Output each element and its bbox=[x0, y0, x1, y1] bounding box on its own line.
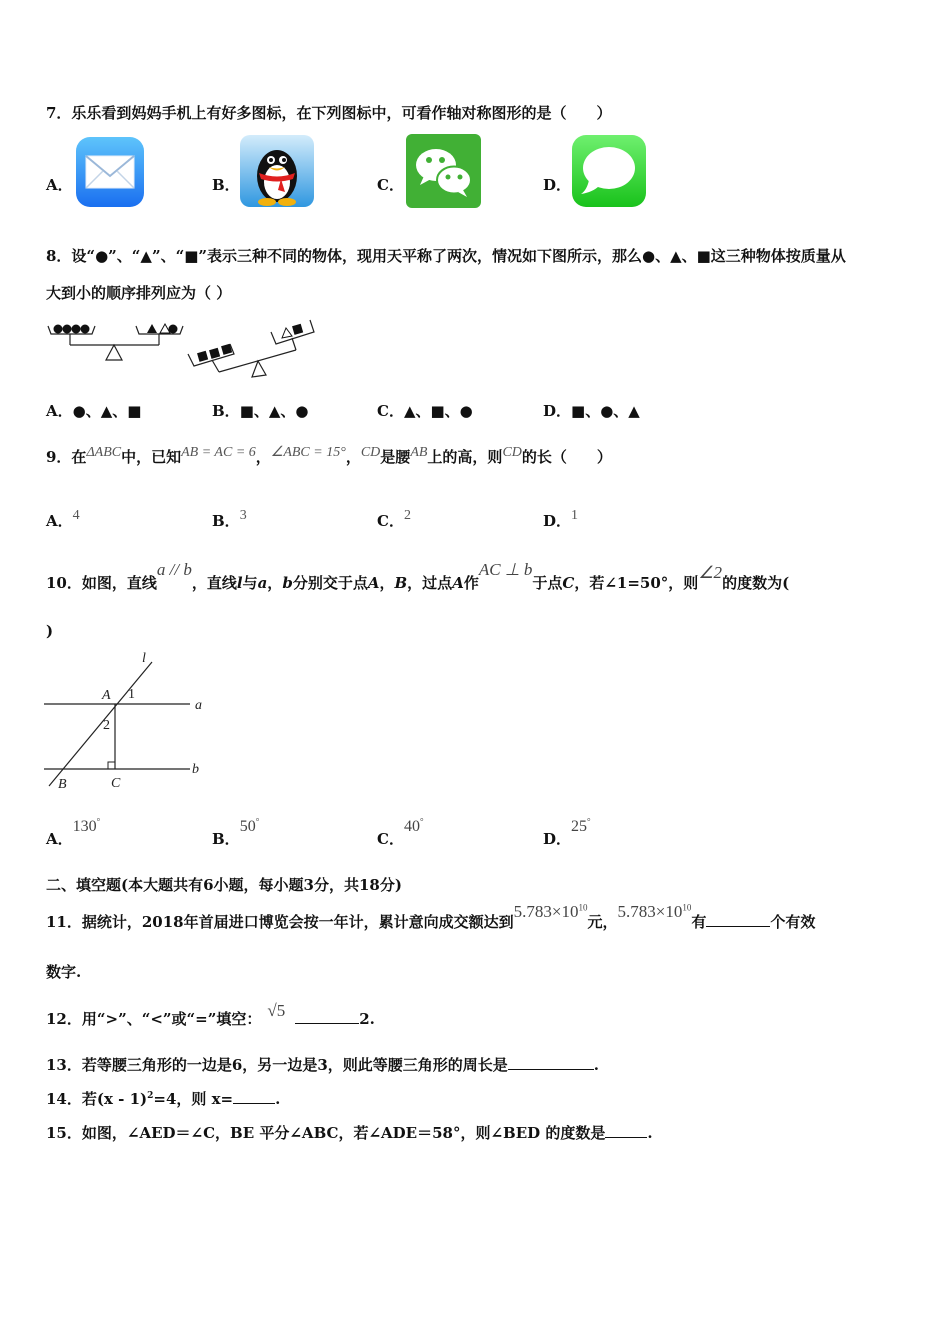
q9-option-b-value: 3 bbox=[239, 508, 247, 523]
qq-penguin-icon bbox=[239, 134, 315, 208]
question-10-text bbox=[46, 560, 790, 593]
q9-math: AB = AC = 6 bbox=[181, 445, 256, 460]
q9-part: ， bbox=[255, 448, 271, 466]
q8-option-b-label: B． bbox=[212, 402, 240, 420]
q15-part: 15．如图，∠AED＝∠C，BE 平分∠ABC，若∠ADE＝58°，则∠BED 的度数是 bbox=[46, 1124, 606, 1142]
q9-option-a-value: 4 bbox=[72, 508, 80, 523]
q10-option-a-number: 130 bbox=[72, 818, 97, 835]
q10-part: 10．如图，直线 bbox=[46, 574, 157, 592]
q10-option-c bbox=[377, 816, 424, 849]
question-9-text bbox=[46, 446, 612, 467]
section-2-title: 二、填空题(本大题共有6小题，每小题3分，共18分) bbox=[46, 876, 402, 894]
wechat-icon bbox=[406, 134, 481, 208]
q10-option-d-label: D． bbox=[543, 830, 572, 848]
question-10-line2: ) bbox=[46, 622, 54, 640]
q10-part: 分别交于点 bbox=[292, 574, 368, 592]
q10-part: ， bbox=[267, 574, 283, 592]
q8-option-a-label: A． bbox=[46, 402, 73, 420]
q10-option-d bbox=[543, 816, 591, 849]
q9-option-a bbox=[46, 510, 80, 531]
q12-part: 12．用“>”、“<”或“=”填空： bbox=[46, 1010, 262, 1028]
q11-mantissa: 5.783×10 bbox=[513, 902, 579, 921]
q9-math: ∠ABC = 15° bbox=[270, 445, 346, 460]
q11-part: 元， bbox=[587, 913, 618, 931]
q13-part: 13．若等腰三角形的一边是6，另一边是3，则此等腰三角形的周长是 bbox=[46, 1056, 508, 1074]
q9-part: ， bbox=[345, 448, 361, 466]
q10-math: l bbox=[236, 574, 243, 592]
q10-math: a bbox=[257, 574, 268, 592]
q10-math: C bbox=[562, 574, 575, 592]
q11-part: 11．据统计，2018年首届进口博览会按一年计，累计意向成交额达到 bbox=[46, 913, 514, 931]
q9-option-d-label: D． bbox=[543, 512, 572, 530]
q11-part: 有 bbox=[691, 913, 707, 931]
q9-option-a-label: A． bbox=[46, 512, 73, 530]
q8-option-a bbox=[46, 400, 141, 421]
line-b-label: b bbox=[192, 762, 199, 777]
q7-option-d-label: D． bbox=[543, 176, 572, 194]
q10-option-b-number: 50 bbox=[239, 818, 256, 835]
q10-math: b bbox=[282, 574, 293, 592]
q8-option-c-label: C． bbox=[377, 402, 404, 420]
q10-option-d-value bbox=[571, 818, 591, 835]
q8-option-d-label: D． bbox=[543, 402, 572, 420]
q11-exponent: 10 bbox=[682, 902, 692, 913]
angle-2-label: 2 bbox=[103, 718, 110, 733]
q10-option-c-label: C． bbox=[377, 830, 404, 848]
q10-math: A bbox=[452, 574, 464, 592]
q10-part: ，若∠1=50°，则 bbox=[574, 574, 699, 592]
q14-part: . bbox=[275, 1090, 281, 1108]
question-12-text bbox=[46, 1001, 375, 1029]
q8-option-c bbox=[377, 400, 473, 421]
q8-option-b-value: ■、▲、● bbox=[239, 402, 309, 420]
q10-math: a // b bbox=[156, 560, 192, 579]
q8-option-c-value: ▲、■、● bbox=[403, 402, 473, 420]
q10-option-a-label: A． bbox=[46, 830, 73, 848]
q9-part: 中，已知 bbox=[121, 448, 182, 466]
q14-part: =4，则 x= bbox=[153, 1090, 234, 1108]
q9-option-d-value: 1 bbox=[571, 508, 579, 523]
q11-number-2 bbox=[617, 902, 691, 921]
q9-part: 9．在 bbox=[46, 448, 87, 466]
point-a-label: A bbox=[102, 688, 111, 703]
mail-icon bbox=[75, 136, 145, 208]
q10-option-c-number: 40 bbox=[403, 818, 420, 835]
q13-part: . bbox=[593, 1056, 599, 1074]
q15-answer-blank[interactable] bbox=[605, 1137, 647, 1138]
q9-option-c-label: C． bbox=[377, 512, 404, 530]
degree-symbol: ° bbox=[255, 816, 260, 827]
q9-option-c bbox=[377, 510, 411, 531]
q11-part: 个有效 bbox=[770, 913, 816, 931]
q9-part: 是腰 bbox=[380, 448, 411, 466]
q8-option-d-value: ■、●、▲ bbox=[571, 402, 640, 420]
point-b-label: B bbox=[58, 777, 67, 792]
q9-part: 的长（ ） bbox=[521, 448, 612, 466]
question-11-line2: 数字. bbox=[46, 963, 82, 981]
q9-part: 上的高，则 bbox=[427, 448, 503, 466]
q12-answer-blank[interactable] bbox=[295, 1023, 359, 1024]
q10-option-b-label: B． bbox=[212, 830, 240, 848]
sqrt5-expression: √5 bbox=[267, 1001, 286, 1020]
q10-part: ， bbox=[379, 574, 395, 592]
q9-option-c-value: 2 bbox=[403, 508, 411, 523]
question-8-line1: 8．设“●”、“▲”、“■”表示三种不同的物体，现用天平称了两次，情况如下图所示，那么●、▲、■这三种物体按质量从 bbox=[46, 247, 846, 265]
question-8-line2: 大到小的顺序排列应为（ ） bbox=[46, 284, 232, 302]
q9-math: ΔABC bbox=[86, 445, 122, 460]
question-7-text: 7．乐乐看到妈妈手机上有好多图标，在下列图标中，可看作轴对称图形的是（ ） bbox=[46, 104, 612, 122]
q10-option-b-value bbox=[240, 818, 260, 835]
line-l-label: l bbox=[142, 651, 146, 666]
angle-1-label: 1 bbox=[128, 687, 135, 702]
q10-option-c-value bbox=[404, 818, 424, 835]
q9-option-d bbox=[543, 510, 578, 531]
q7-option-a-label: A． bbox=[46, 176, 73, 194]
q10-option-d-number: 25 bbox=[571, 818, 588, 835]
q10-part: 的度数为( bbox=[722, 574, 790, 592]
q10-part: 于点 bbox=[532, 574, 563, 592]
q11-exponent: 10 bbox=[578, 902, 588, 913]
q10-part: ，直线 bbox=[191, 574, 237, 592]
q8-option-b bbox=[212, 400, 308, 421]
q10-part: 作 bbox=[463, 574, 479, 592]
q11-number-1 bbox=[514, 902, 588, 921]
q10-option-b bbox=[212, 816, 260, 849]
q10-math: ∠2 bbox=[698, 563, 723, 582]
q9-math: CD bbox=[360, 445, 381, 460]
q14-part: 14．若(x - 1) bbox=[46, 1090, 148, 1108]
q8-option-d bbox=[543, 400, 640, 421]
q10-math: A bbox=[367, 574, 380, 592]
degree-symbol: ° bbox=[587, 816, 591, 827]
parallel-lines-figure bbox=[44, 648, 214, 794]
question-15-text bbox=[46, 1122, 653, 1143]
degree-symbol: ° bbox=[419, 816, 424, 827]
q8-option-a-value: ●、▲、■ bbox=[72, 402, 142, 420]
question-11-text bbox=[46, 902, 816, 932]
q9-option-b bbox=[212, 510, 247, 531]
question-13-text bbox=[46, 1054, 599, 1075]
line-a-label: a bbox=[195, 698, 202, 713]
q7-option-b-label: B． bbox=[212, 176, 240, 194]
message-bubble-icon bbox=[571, 134, 647, 208]
q11-answer-blank[interactable] bbox=[706, 926, 770, 927]
q14-exponent: 2 bbox=[147, 1091, 154, 1101]
q11-mantissa: 5.783×10 bbox=[617, 902, 683, 921]
q10-option-a bbox=[46, 816, 101, 849]
q10-option-a-value bbox=[73, 818, 101, 835]
q9-math: CD bbox=[502, 445, 522, 460]
point-c-label: C bbox=[111, 776, 121, 791]
q10-math: AC ⊥ b bbox=[478, 560, 533, 579]
q10-math: B bbox=[394, 574, 408, 592]
q7-option-c-label: C． bbox=[377, 176, 404, 194]
q10-part: 与 bbox=[242, 574, 258, 592]
q14-answer-blank[interactable] bbox=[233, 1103, 275, 1104]
q10-part: ，过点 bbox=[407, 574, 453, 592]
q12-part: 2. bbox=[359, 1010, 375, 1028]
degree-symbol: ° bbox=[96, 816, 101, 827]
q9-option-b-label: B． bbox=[212, 512, 240, 530]
q13-answer-blank[interactable] bbox=[508, 1069, 594, 1070]
balance-figure bbox=[44, 314, 324, 380]
q9-math: AB bbox=[410, 445, 428, 460]
question-14-text bbox=[46, 1088, 280, 1109]
q15-part: . bbox=[647, 1124, 653, 1142]
